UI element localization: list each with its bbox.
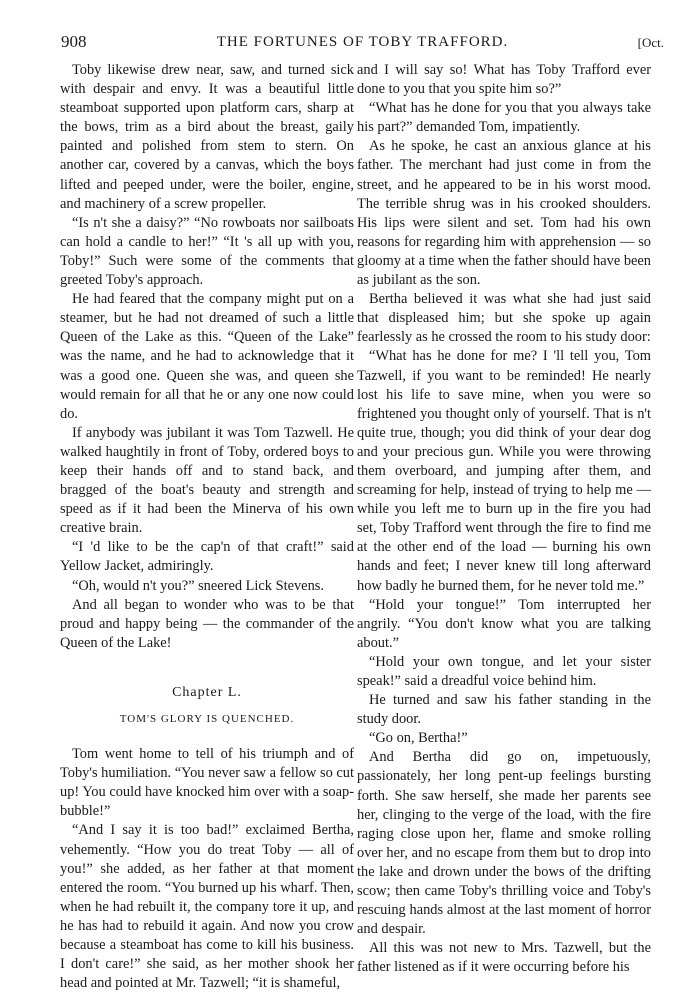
paragraph: And all began to wonder who was to be that proud and happy being — the commander of the Queen of the Lake! (60, 596, 354, 651)
paragraph: Toby likewise drew near, saw, and turned sick with despair and envy. It was a beautiful little steamboat supported upon platform cars, sharp at the bows, trim as a bird about the breast, gaily painted and polished from stem to stern. On another car, covered by a canvas, which the boys lifted and peeped under, were the boiler, engine, and machinery of a screw propeller. (60, 62, 354, 212)
paragraph: “I 'd like to be the cap'n of that craft!” said Yellow Jacket, admiringly. (60, 539, 354, 575)
paragraph: “Oh, would n't you?” sneered Lick Stevens. (72, 577, 324, 594)
paragraph: And Bertha did go on, impetuously, passionately, her long pent-up feelings bursting forth. She saw herself, she made her parents see her, clinging to the verge of the load, with the fire raging close upon her, flame and smoke rolling over her, and no escape from them but to drop into the lake and drown under the bows of the drifting scow; then came Toby's thrilling voice and Toby's rescuing hands almost at the last moment of horror and despair. (357, 749, 651, 938)
paragraph: If anybody was jubilant it was Tom Tazwell. He walked haughtily in front of Toby, ordered boys to keep their hands off and to stand back, and bragged of the boat's beauty and strength and speed as if it had been the Minerva of his own creative brain. (60, 424, 354, 537)
page-number: 908 (61, 32, 87, 51)
paragraph: “And I say it is too bad!” exclaimed Bertha, vehemently. “How you do treat Toby — all of you!” she added, as her father at that moment entered the room. “You burned up his wharf. Then, when he had rebuilt it, the company tore it up, and he has had to rebuild it again. And now you crow because a steamboat has come to kill his business. I don't care!” she said, as her mother shook her head and pointed at Mr. Tazwell; “it is shameful, (60, 822, 354, 992)
paragraph: “Is n't she a daisy?” “No rowboats nor sailboats can hold a candle to her!” “It 's all up with you, Toby!” Such were some of the comments that greeted Toby's approach. (60, 214, 354, 289)
paragraph: Bertha believed it was what she had just said that displeased him; but she spoke up again fearlessly as he crossed the room to his study door: (357, 291, 651, 346)
issue-month: [Oct. (637, 35, 664, 50)
paragraph: He had feared that the company might put on a steamer, but he had not dreamed of such a little Queen of the Lake as this. “Queen of the Lake” was the name, and he had to acknowledge that it was a good one. Queen she was, and queen she would remain for all that he or any one now could do. (60, 291, 354, 422)
paragraph: All this was not new to Mrs. Tazwell, but the father listened as if it were occurring before his (357, 940, 651, 976)
paragraph: “Go on, Bertha!” (369, 730, 468, 747)
left-column (60, 61, 354, 993)
paragraph: “Hold your own tongue, and let your sister speak!” said a dreadful voice behind him. (357, 653, 651, 689)
page-header (61, 32, 664, 54)
paragraph: and I will say so! What has Toby Trafford ever done to you that you spite him so?” (357, 62, 651, 98)
chapter-heading: Chapter L. (172, 684, 242, 700)
paragraph: As he spoke, he cast an anxious glance at his father. The merchant had just come in from the street, and he appeared to be in his worst mood. The terrible shrug was in his crooked shoulders. His lips were silent and set. Tom had his own reasons for regarding him with apprehension — so gloomy at a time when the father should have been as jubilant as the son. (357, 138, 651, 289)
right-column (357, 61, 651, 978)
chapter-subtitle: TOM'S GLORY IS QUENCHED. (119, 713, 295, 725)
paragraph: “Hold your tongue!” Tom interrupted her angrily. “You don't know what you are talking about.” (357, 596, 651, 651)
paragraph: Tom went home to tell of his triumph and of Toby's humiliation. “You never saw a fellow so cut up! You could have knocked him over with a soap-bubble!” (60, 746, 354, 820)
running-title: THE FORTUNES OF TOBY TRAFFORD. (216, 34, 509, 50)
paragraph: “What has he done for me? I 'll tell you, Tom Tazwell, if you want to be reminded! He nearly lost his life to save mine, when you were so frightened you thought only of yourself. That is n't quite true, though; you did think of your dear dog and your precious gun. While you were throwing them overboard, and jumping after them, and screaming for help, instead of trying to help me — while you left me to burn up in the fire you had set, Toby Trafford went through the fire to find me at the other end of the load — burning his own hands and feet; I never knew till long afterward how badly he burned them, for he never told me.” (357, 348, 651, 594)
paragraph: He turned and saw his father standing in the study door. (357, 692, 651, 728)
paragraph: “What has he done for you that you always take his part?” demanded Tom, impatiently. (357, 100, 651, 136)
